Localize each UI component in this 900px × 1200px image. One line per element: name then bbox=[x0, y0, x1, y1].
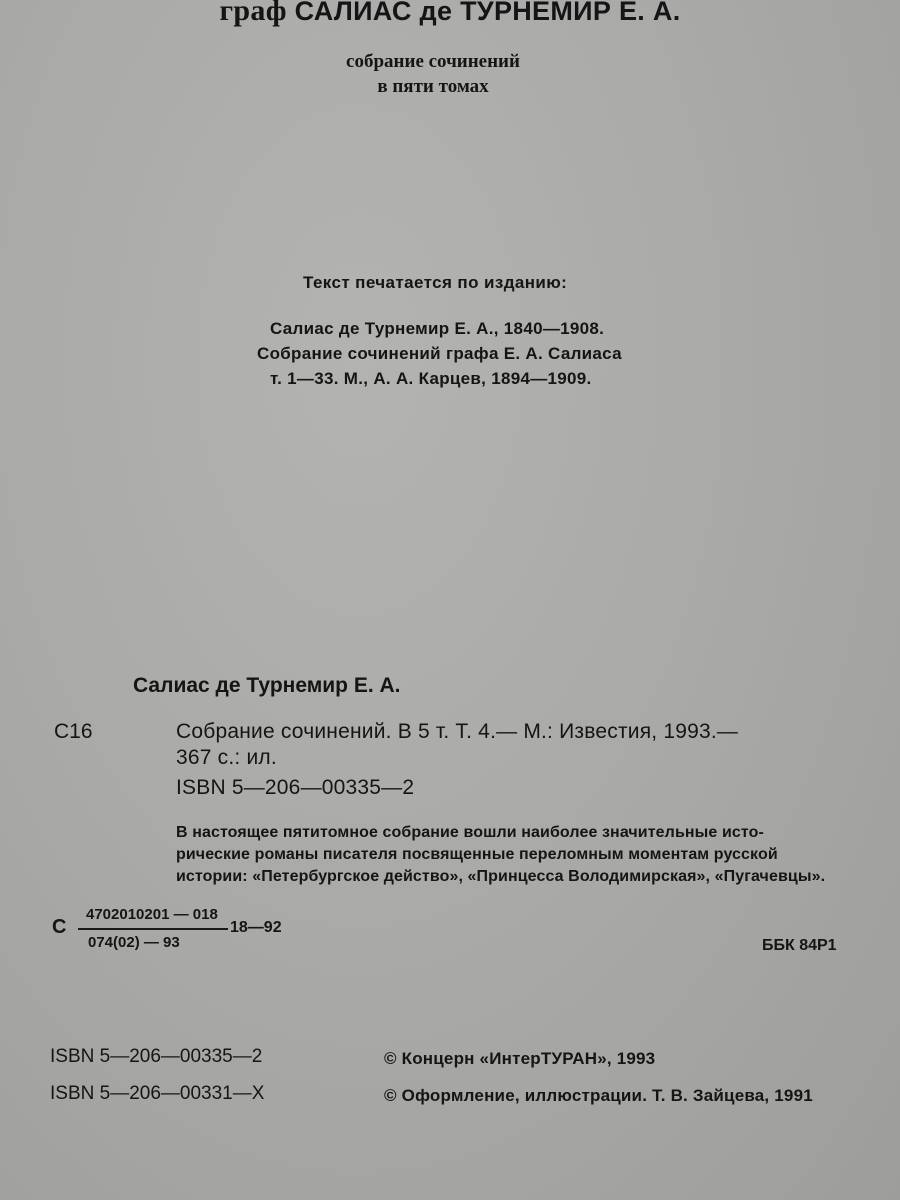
catalog-author: Салиас де Турнемир Е. А. bbox=[133, 674, 401, 697]
catalog-isbn: ISBN 5—206—00335—2 bbox=[176, 776, 415, 799]
index-code-suffix: 18—92 bbox=[230, 919, 282, 936]
author-title-prefix: граф bbox=[219, 0, 287, 27]
source-edition-line: Салиас де Турнемир Е. А., 1840—1908. bbox=[270, 319, 605, 338]
copyright-line: © Оформление, иллюстрации. Т. В. Зайцева, 1991 bbox=[384, 1086, 813, 1105]
copyright-line: © Концерн «ИнтерТУРАН», 1993 bbox=[384, 1049, 656, 1068]
author-name: САЛИАС де ТУРНЕМИР Е. А. bbox=[294, 0, 681, 26]
index-code-numerator: 4702010201 — 018 bbox=[86, 906, 218, 923]
bibliographic-description: Собрание сочинений. В 5 т. Т. 4.— М.: Известия, 1993.— bbox=[176, 720, 739, 743]
isbn-line: ISBN 5—206—00335—2 bbox=[50, 1046, 263, 1067]
bbk-code: ББК 84Р1 bbox=[762, 937, 837, 954]
index-code-denominator: 074(02) — 93 bbox=[88, 934, 180, 951]
series-volumes: в пяти томах bbox=[377, 76, 489, 97]
annotation-line: истории: «Петербургское действо», «Принцесса Володимирская», «Пугачевцы». bbox=[176, 868, 826, 885]
index-code-fraction-bar bbox=[78, 928, 228, 930]
annotation-line: рические романы писателя посвященные переломным моментам русской bbox=[176, 846, 778, 863]
isbn-line: ISBN 5—206—00331—Х bbox=[50, 1083, 265, 1104]
source-edition-heading: Текст печатается по изданию: bbox=[303, 273, 568, 292]
source-edition-line: т. 1—33. М., А. А. Карцев, 1894—1909. bbox=[270, 369, 592, 388]
classification-code: С16 bbox=[54, 720, 93, 743]
series-title: собрание сочинений bbox=[346, 51, 520, 72]
annotation-line: В настоящее пятитомное собрание вошли наиболее значительные исто- bbox=[176, 824, 764, 841]
source-edition-line: Собрание сочинений графа Е. А. Салиаса bbox=[257, 344, 622, 363]
book-author-header bbox=[0, 0, 900, 28]
index-code-letter: С bbox=[52, 916, 67, 938]
bibliographic-description: 367 с.: ил. bbox=[176, 746, 277, 769]
